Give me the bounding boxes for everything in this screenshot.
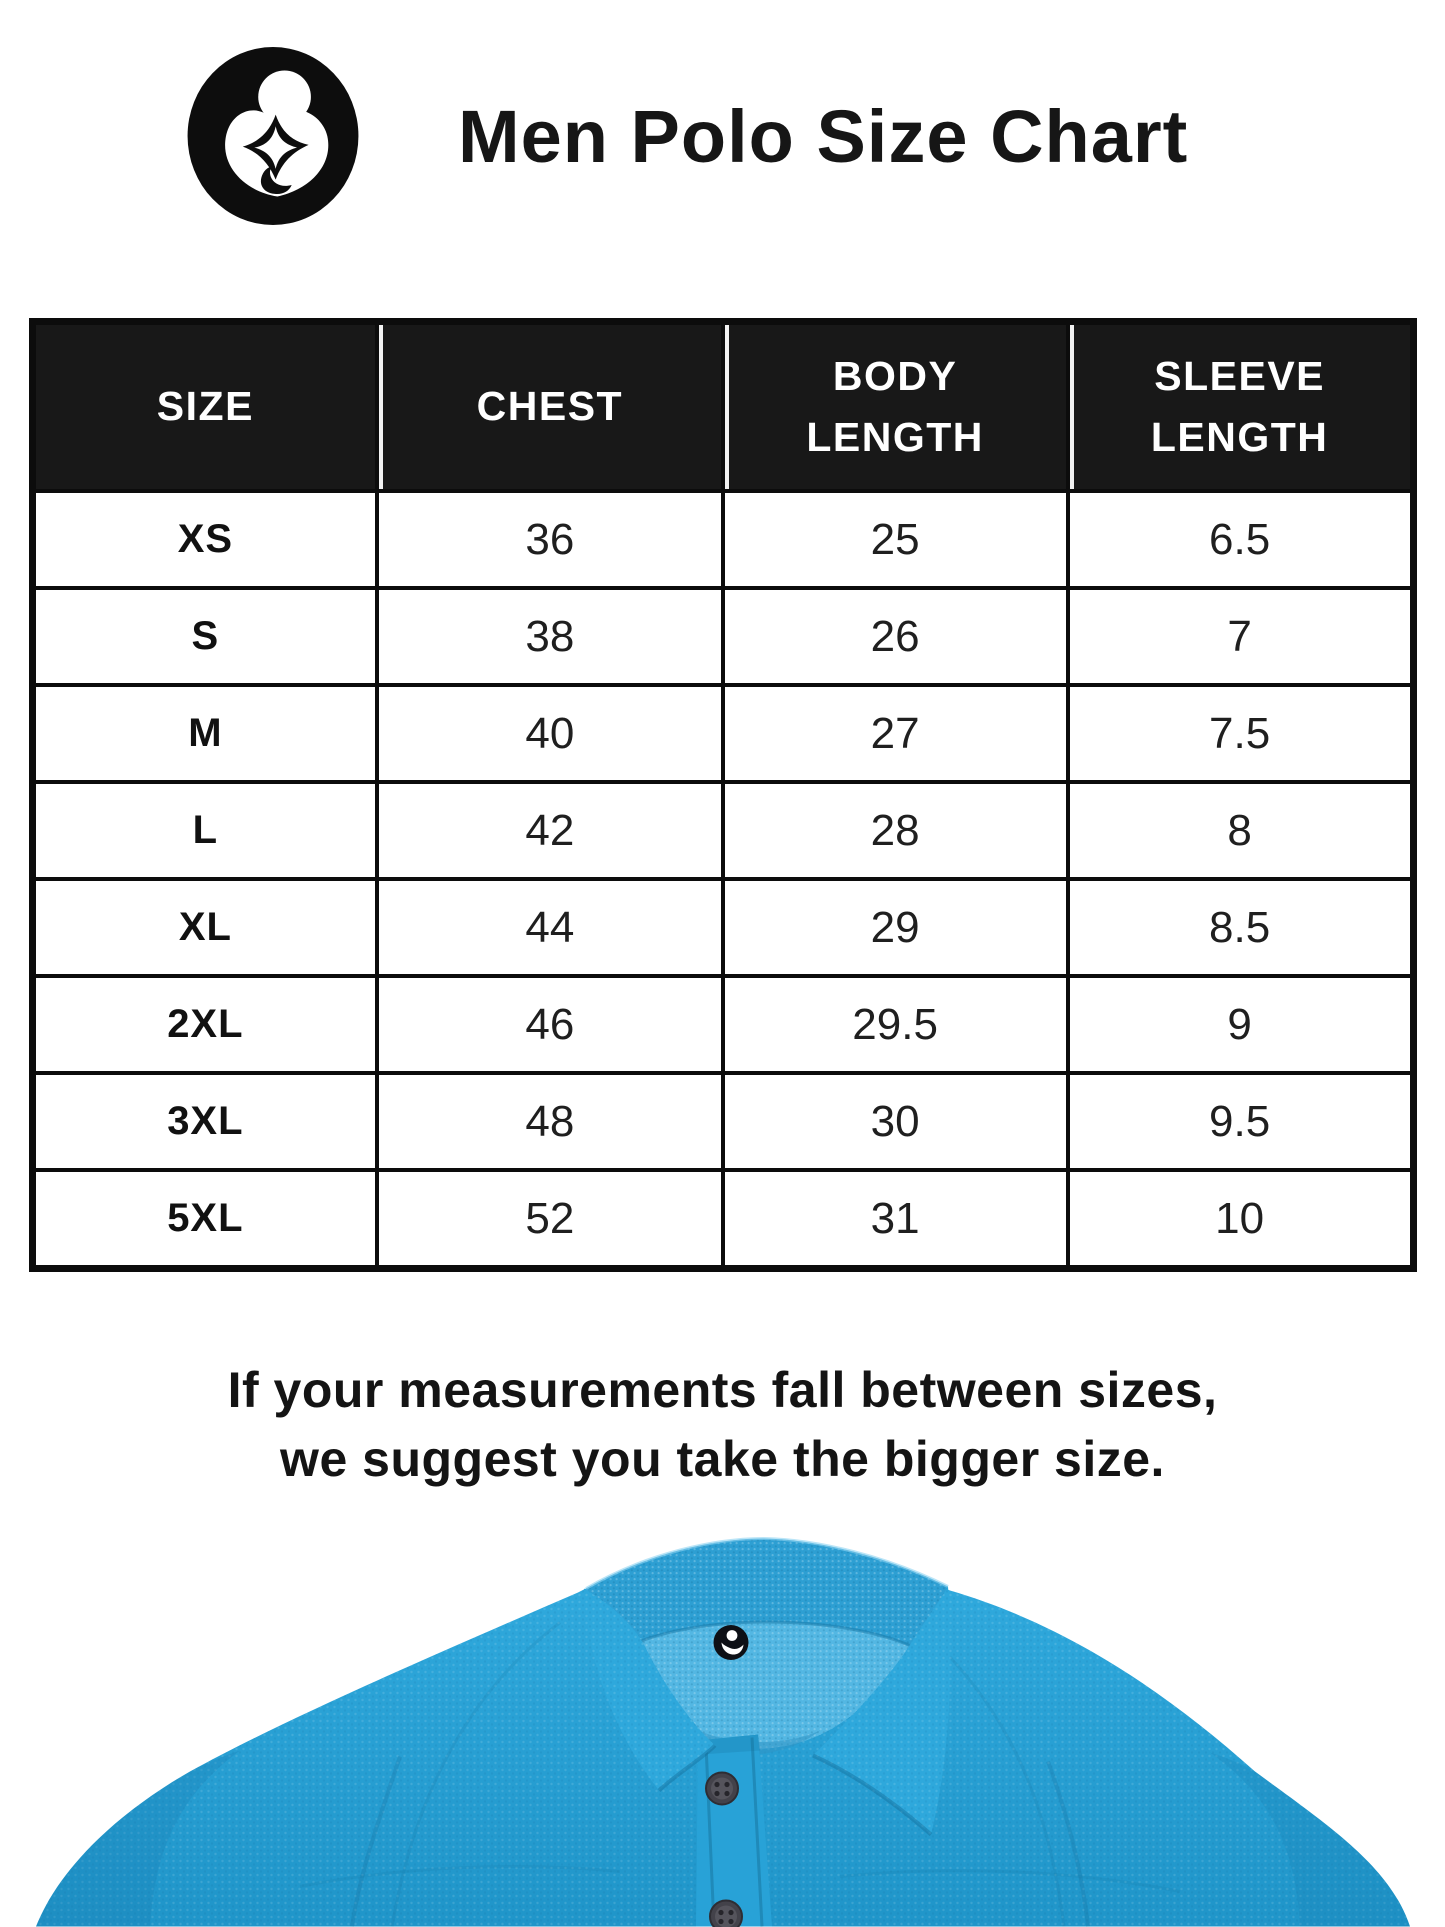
cell-chest: 52 [377, 1170, 722, 1269]
cell-size: S [32, 588, 377, 685]
size-note-line2: we suggest you take the bigger size. [280, 1431, 1165, 1487]
size-note-line1: If your measurements fall between sizes, [227, 1362, 1218, 1418]
col-header-body-length [723, 322, 1068, 492]
cell-body-length: 25 [723, 491, 1068, 588]
col-header-sleeve-length-label: SLEEVE LENGTH [1150, 352, 1329, 460]
size-table [29, 318, 1417, 1272]
cell-chest: 44 [377, 879, 722, 976]
table-row-5xl [32, 1170, 1413, 1269]
cell-body-length: 29.5 [723, 976, 1068, 1073]
cell-size: M [32, 685, 377, 782]
cell-chest: 48 [377, 1073, 722, 1170]
col-header-chest [377, 322, 722, 492]
page-header [0, 0, 1445, 228]
cell-sleeve-length: 6.5 [1068, 491, 1413, 588]
size-table-body [32, 491, 1413, 1269]
col-header-size [32, 322, 377, 492]
size-note [0, 1356, 1445, 1494]
cell-sleeve-length: 7 [1068, 588, 1413, 685]
polo-shirt-image [0, 1526, 1445, 1927]
size-table-header [32, 322, 1413, 492]
cell-body-length: 27 [723, 685, 1068, 782]
cell-sleeve-length: 10 [1068, 1170, 1413, 1269]
table-row-s [32, 588, 1413, 685]
cell-body-length: 28 [723, 782, 1068, 879]
cell-body-length: 26 [723, 588, 1068, 685]
table-row-3xl [32, 1073, 1413, 1170]
cell-sleeve-length: 9 [1068, 976, 1413, 1073]
cell-body-length: 31 [723, 1170, 1068, 1269]
polo-shirt-svg [0, 1526, 1445, 1927]
col-header-body-length-label: BODY LENGTH [806, 352, 984, 460]
table-row-xl [32, 879, 1413, 976]
cell-sleeve-length: 8 [1068, 782, 1413, 879]
cell-chest: 38 [377, 588, 722, 685]
table-row-2xl [32, 976, 1413, 1073]
cell-chest: 36 [377, 491, 722, 588]
cell-size: 5XL [32, 1170, 377, 1269]
table-row-xs [32, 491, 1413, 588]
col-header-sleeve-length [1068, 322, 1413, 492]
cell-body-length: 30 [723, 1073, 1068, 1170]
header-row [32, 322, 1413, 492]
page-title: Men Polo Size Chart [458, 94, 1189, 178]
cell-chest: 40 [377, 685, 722, 782]
cell-size: 2XL [32, 976, 377, 1073]
cell-size: XL [32, 879, 377, 976]
table-row-m [32, 685, 1413, 782]
brand-logo-svg [184, 45, 362, 227]
button-top [706, 1773, 738, 1805]
cell-chest: 42 [377, 782, 722, 879]
cell-sleeve-length: 9.5 [1068, 1073, 1413, 1170]
col-header-size-label: SIZE [156, 383, 254, 430]
brand-logo-icon [184, 45, 362, 227]
cell-size: XS [32, 491, 377, 588]
cell-size: L [32, 782, 377, 879]
cell-chest: 46 [377, 976, 722, 1073]
cell-size: 3XL [32, 1073, 377, 1170]
cell-sleeve-length: 8.5 [1068, 879, 1413, 976]
table-row-l [32, 782, 1413, 879]
neck-tag-logo [714, 1625, 749, 1660]
cell-body-length: 29 [723, 879, 1068, 976]
button-bottom [710, 1901, 742, 1927]
col-header-chest-label: CHEST [476, 383, 624, 430]
cell-sleeve-length: 7.5 [1068, 685, 1413, 782]
